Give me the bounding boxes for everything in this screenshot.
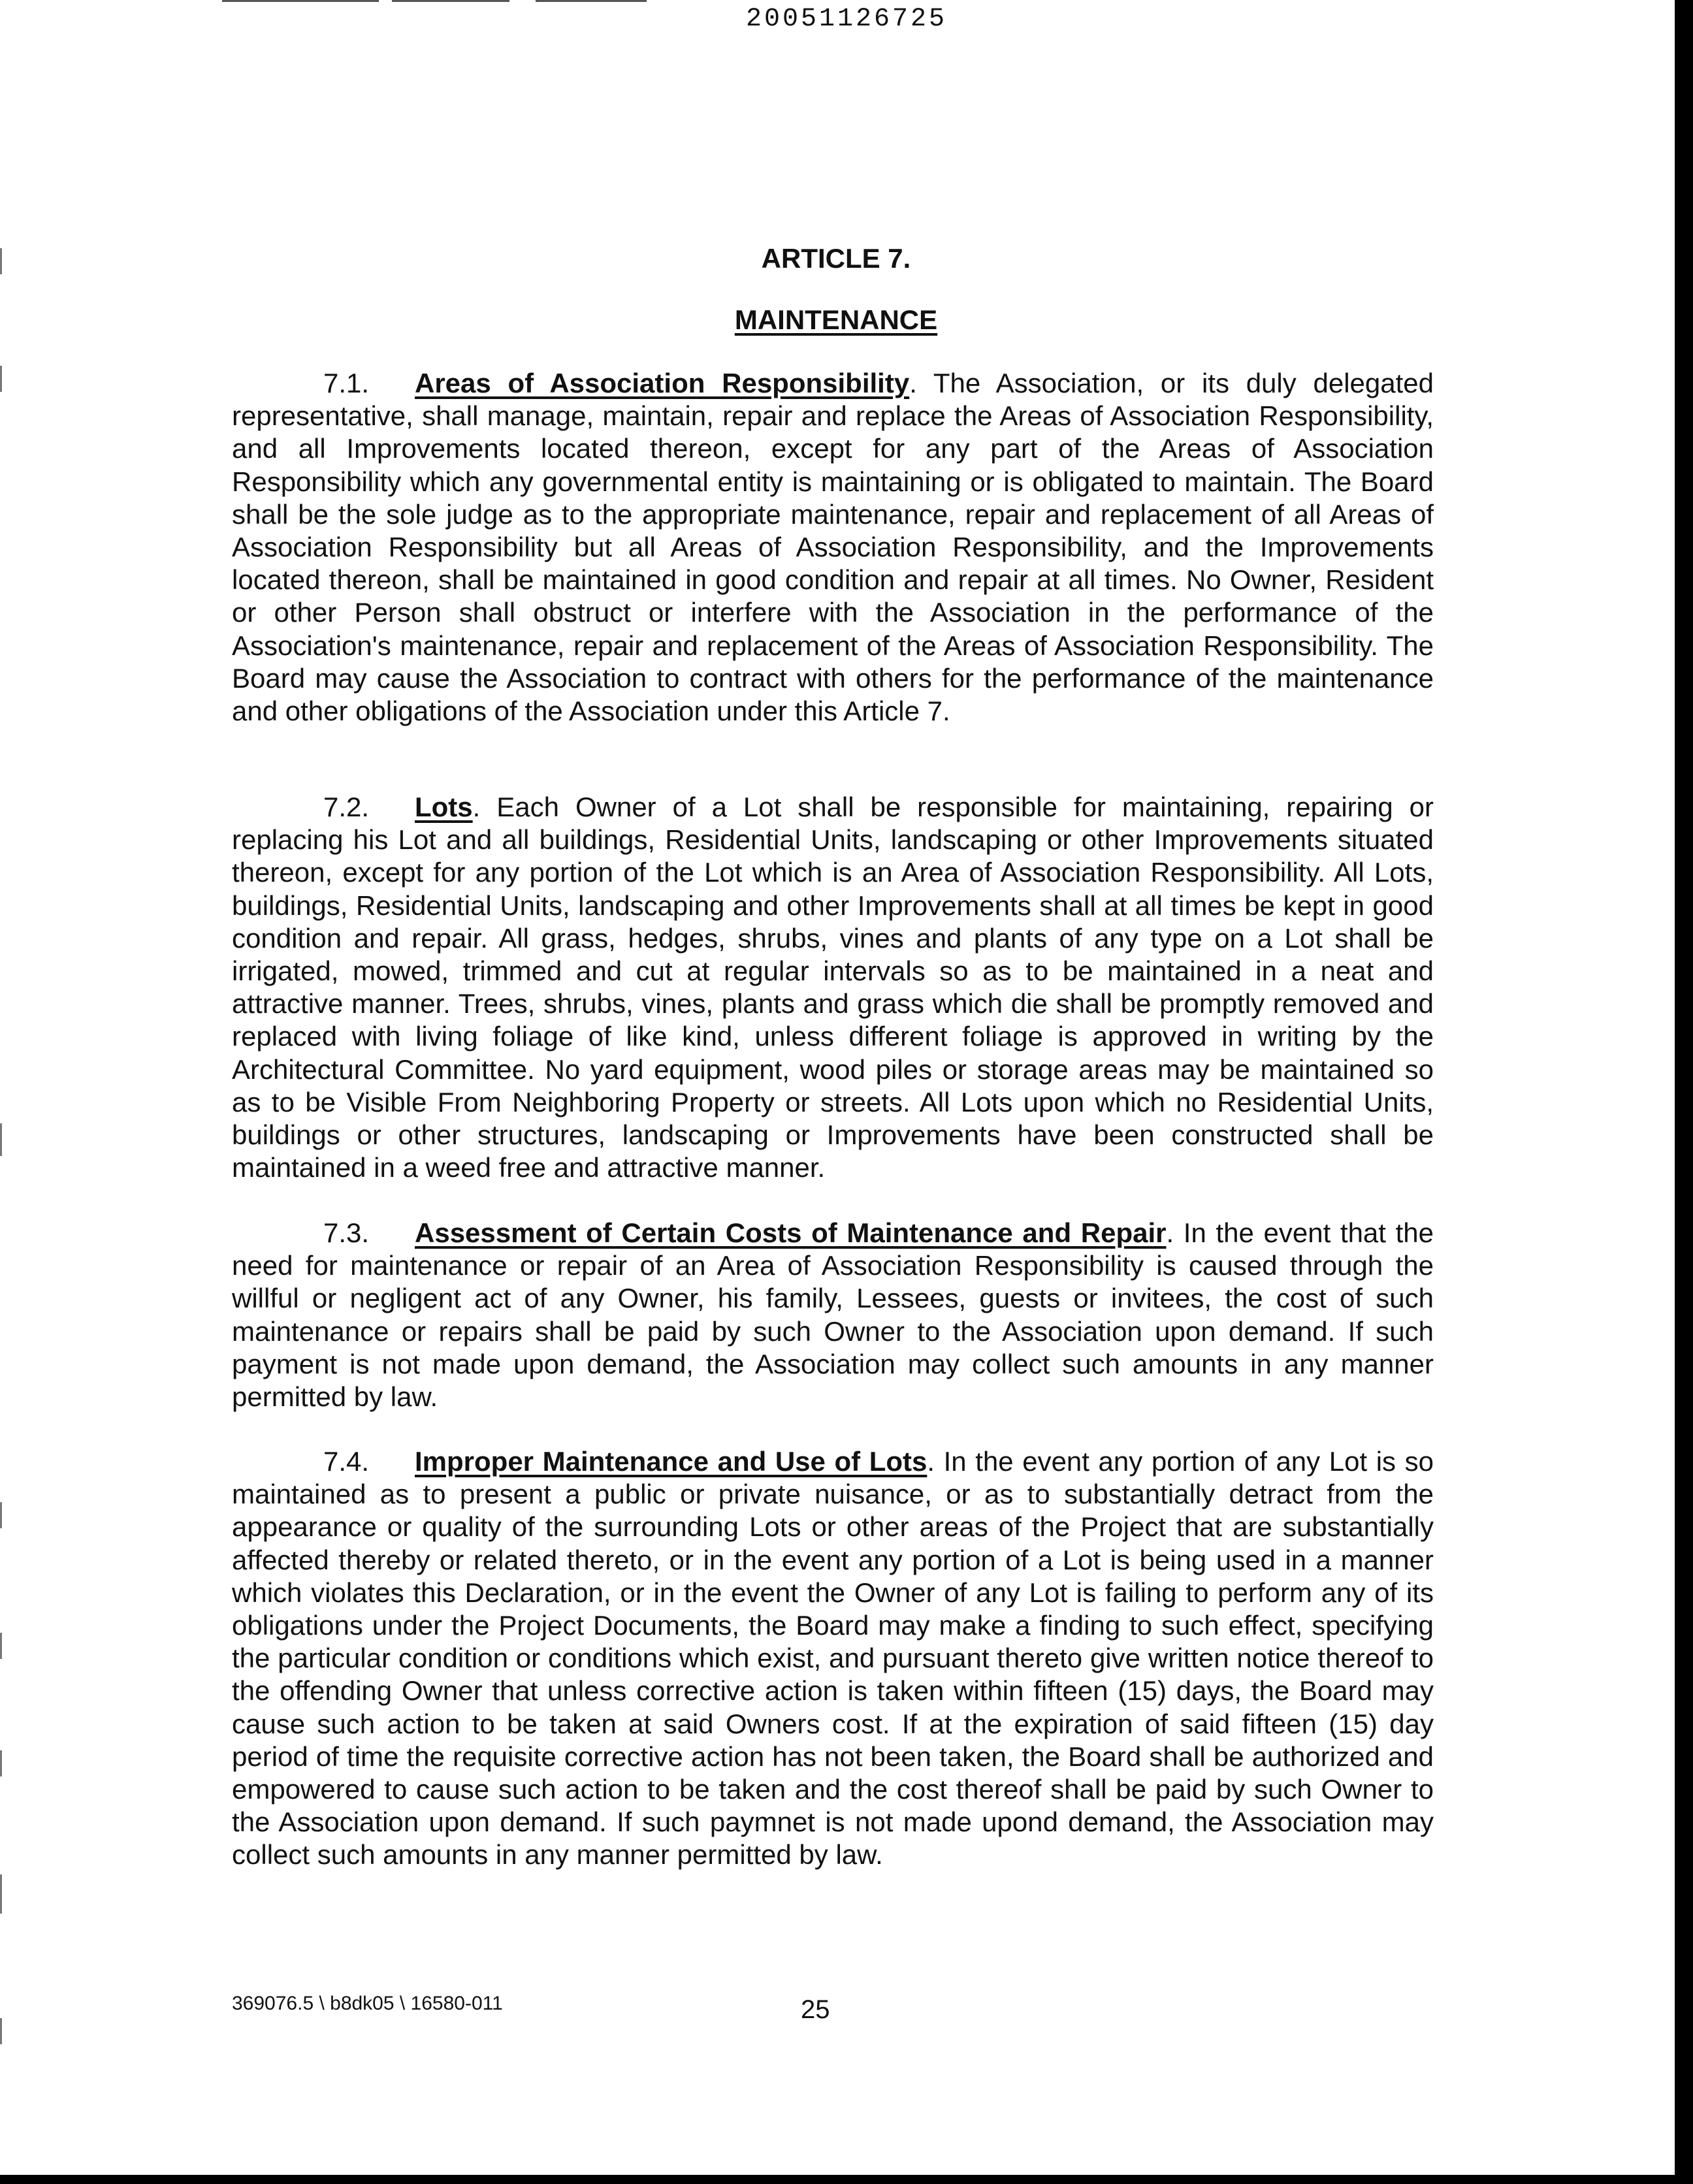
section-number: 7.1. [323,368,370,398]
document-number: 20051126725 [745,5,948,34]
scan-border-bottom [0,2175,1693,2184]
scan-border-right [1675,0,1693,2184]
section-heading: Assessment of Certain Costs of Maintenance and Repair [415,1217,1167,1248]
section-paragraph: 7.2. Lots. Each Owner of a Lot shall be responsible for maintaining, repairing or replacing his Lot and all buildings, Residential Units, landscaping or other Improvements situated thereon, except for any portion of the Lot which is an Area of Association Responsibility. All Lots, buildings, Residential Units, landscaping and other Improvements shall at all times be kept in good condition and repair. All grass, hedges, shrubs, vines and plants of any type on a Lot shall be irrigated, mowed, trimmed and cut at regular intervals so as to be maintained in a neat and attractive manner. Trees, shrubs, vines, plants and grass which die shall be promptly removed and replaced with living foliage of like kind, unless different foliage is approved in writing by the Architectural Committee. No yard equipment, wood piles or storage areas may be maintained so as to be Visible From Neighboring Property or streets. All Lots upon which no Residential Units, buildings or other structures, landscaping or Improvements have been constructed shall be maintained in a weed free and attractive manner. [232,792,1434,1183]
section-text: In the event that the need for maintenance or repair of an Area of Association Responsibility is caused through the willful or negligent act of any Owner, his family, Lessees, guests or invitees, the cost of such maintenance or repairs shall be paid by such Owner to the Association upon demand. If such payment is not made upon demand, the Association may collect such amounts in any manner permitted by law. [232,1217,1434,1413]
section-text: The Association, or its duly delegated representative, shall manage, maintain, repair and replace the Areas of Association Responsibility, and all Improvements located thereon, except for any part of the Areas of Association Responsibility which any governmental entity is maintaining or is obligated to maintain. The Board shall be the sole judge as to the appropriate maintenance, repair and replacement of all Areas of Association Responsibility but all Areas of Association Responsibility, and the Improvements located thereon, shall be maintained in good condition and repair at all times. No Owner, Resident or other Person shall obstruct or interfere with the Association in the performance of the Association's maintenance, repair and replacement of the Areas of Association Responsibility. The Board may cause the Association to contract with others for the performance of the maintenance and other obligations of the Association under this Article 7. [232,368,1434,727]
scan-mark [0,1123,2,1156]
scan-mark [0,1502,2,1528]
section-7-1 [232,367,1434,728]
page-number: 25 [801,1995,830,2024]
section-number: 7.3. [323,1217,370,1248]
section-number: 7.2. [323,792,370,822]
section-7-3 [232,1217,1434,1413]
section-paragraph: 7.3. Assessment of Certain Costs of Maintenance and Repair. In the event that the need for maintenance or repair of an Area of Association Responsibility is caused through the willful or negligent act of any Owner, his family, Lessees, guests or invitees, the cost of such maintenance or repairs shall be paid by such Owner to the Association upon demand. If such payment is not made upon demand, the Association may collect such amounts in any manner permitted by law. [232,1217,1434,1413]
section-heading: Areas of Association Responsibility [415,368,910,398]
section-paragraph: 7.1. Areas of Association Responsibility. The Association, or its duly delegated representative, shall manage, maintain, repair and replace the Areas of Association Responsibility, and all Improvements located thereon, except for any part of the Areas of Association Responsibility which any governmental entity is maintaining or is obligated to maintain. The Board shall be the sole judge as to the appropriate maintenance, repair and replacement of all Areas of Association Responsibility but all Areas of Association Responsibility, and the Improvements located thereon, shall be maintained in good condition and repair at all times. No Owner, Resident or other Person shall obstruct or interfere with the Association in the performance of the Association's maintenance, repair and replacement of the Areas of Association Responsibility. The Board may cause the Association to contract with others for the performance of the maintenance and other obligations of the Association under this Article 7. [232,368,1434,727]
article-title [0,303,1672,337]
section-number: 7.4. [323,1446,370,1477]
section-heading: Lots [415,792,473,822]
scan-mark [0,366,2,392]
file-reference: 369076.5 \ b8dk05 \ 16580-011 [232,1993,503,2014]
section-7-2 [232,791,1434,1184]
section-7-4 [232,1445,1434,1872]
article-title-text: MAINTENANCE [734,304,938,335]
section-heading: Improper Maintenance and Use of Lots [415,1446,927,1477]
scan-mark [0,2018,2,2044]
article-number: ARTICLE 7. [761,243,911,274]
scan-mark [0,1750,2,1776]
section-text: In the event any portion of any Lot is so maintained as to present a public or private nuisance, or as to substantially detract from the appearance or quality of the surrounding Lots or other areas of the Project that are substantially affected thereby or related thereto, or in the event any portion of a Lot is being used in a manner which violates this Declaration, or in the event the Owner of any Lot is failing to perform any of its obligations under the Project Documents, the Board may make a finding to such effect, specifying the particular condition or conditions which exist, and pursuant thereto give written notice thereof to the offending Owner that unless corrective action is taken within fifteen (15) days, the Board may cause such action to be taken at said Owners cost. If at the expiration of said fifteen (15) day period of time the requisite corrective action has not been taken, the Board shall be authorized and empowered to cause such action to be taken and the cost thereof shall be paid by such Owner to the Association upon demand. If such paymnet is not made upond demand, the Association may collect such amounts in any manner permitted by law. [232,1446,1434,1871]
scan-mark [0,1633,2,1659]
scan-mark [0,1874,2,1914]
section-text: Each Owner of a Lot shall be responsible for maintaining, repairing or replacing his Lot and all buildings, Residential Units, landscaping or other Improvements situated thereon, except for any portion of the Lot which is an Area of Association Responsibility. All Lots, buildings, Residential Units, landscaping and other Improvements shall at all times be kept in good condition and repair. All grass, hedges, shrubs, vines and plants of any type on a Lot shall be irrigated, mowed, trimmed and cut at regular intervals so as to be maintained in a neat and attractive manner. Trees, shrubs, vines, plants and grass which die shall be promptly removed and replaced with living foliage of like kind, unless different foliage is approved in writing by the Architectural Committee. No yard equipment, wood piles or storage areas may be maintained so as to be Visible From Neighboring Property or streets. All Lots upon which no Residential Units, buildings or other structures, landscaping or Improvements have been constructed shall be maintained in a weed free and attractive manner. [232,792,1434,1183]
section-paragraph: 7.4. Improper Maintenance and Use of Lots. In the event any portion of any Lot is so maintained as to present a public or private nuisance, or as to substantially detract from the appearance or quality of the surrounding Lots or other areas of the Project that are substantially affected thereby or related thereto, or in the event any portion of a Lot is being used in a manner which violates this Declaration, or in the event the Owner of any Lot is failing to perform any of its obligations under the Project Documents, the Board may make a finding to such effect, specifying the particular condition or conditions which exist, and pursuant thereto give written notice thereof to the offending Owner that unless corrective action is taken within fifteen (15) days, the Board may cause such action to be taken at said Owners cost. If at the expiration of said fifteen (15) day period of time the requisite corrective action has not been taken, the Board shall be authorized and empowered to cause such action to be taken and the cost thereof shall be paid by such Owner to the Association upon demand. If such paymnet is not made upond demand, the Association may collect such amounts in any manner permitted by law. [232,1446,1434,1871]
